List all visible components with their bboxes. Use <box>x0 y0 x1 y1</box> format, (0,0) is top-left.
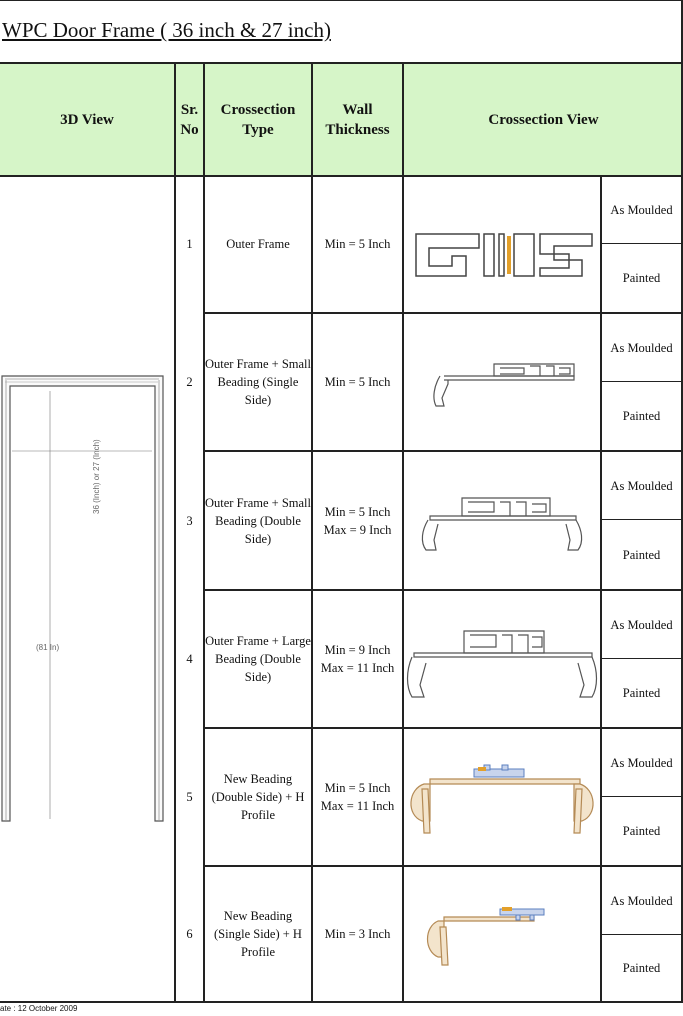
row-2-sr: 2 <box>186 375 193 389</box>
row-6-wall: Min = 3 Inch <box>324 927 391 941</box>
row-3-wall: Min = 5 Inch Max = 9 Inch <box>323 504 392 537</box>
footer-date: ate : 12 October 2009 <box>0 1004 78 1013</box>
row-5-finish-painted: Painted <box>622 824 661 838</box>
row-1-sr: 1 <box>186 237 193 251</box>
row-1-finish-painted: Painted <box>622 271 661 285</box>
door-width-label: 36 (Inch) or 27 (Inch) <box>92 439 101 514</box>
row-1-type: Outer Frame <box>226 237 290 251</box>
grid-line <box>0 62 683 64</box>
page-title: WPC Door Frame ( 36 inch & 27 inch) <box>2 18 331 42</box>
row-3-sr: 3 <box>186 513 193 528</box>
row-6-finish-painted: Painted <box>622 961 661 975</box>
header-crossection-view: Crossection View <box>404 64 683 175</box>
door-height-label: (81 In) <box>36 643 60 652</box>
row-3-type: Outer Frame + Small Beading (Double Side) <box>205 495 311 546</box>
row-5-wall: Min = 5 Inch Max = 11 Inch <box>320 781 395 813</box>
row-2-finish-moulded: As Moulded <box>610 340 673 355</box>
row-1-finish-moulded: As Moulded <box>610 202 673 217</box>
header-wall-thickness: Wall Thickness <box>313 64 404 175</box>
row-3-finish-painted: Painted <box>622 547 661 562</box>
row-2-type: Outer Frame + Small Beading (Single Side) <box>205 357 311 407</box>
grid-line <box>0 0 683 1</box>
row-6-type: New Beading (Single Side) + H Profile <box>214 909 302 959</box>
small-beading-double-profile <box>404 452 600 589</box>
row-4-wall: Min = 9 Inch Max = 11 Inch <box>320 643 395 675</box>
row-3-finish-moulded: As Moulded <box>610 478 673 493</box>
new-beading-single-profile <box>404 867 600 1001</box>
row-5-finish-moulded: As Moulded <box>610 755 673 770</box>
outer-frame-profile <box>404 176 600 312</box>
row-4-finish-moulded: As Moulded <box>610 617 673 632</box>
row-5-sr: 5 <box>186 790 193 804</box>
row-2-finish-painted: Painted <box>622 409 661 423</box>
row-1-wall: Min = 5 Inch <box>324 237 391 251</box>
header-sr-no: Sr. No <box>176 64 205 175</box>
row-5-type: New Beading (Double Side) + H Profile <box>211 772 305 822</box>
row-2-wall: Min = 5 Inch <box>324 375 391 389</box>
small-beading-single-profile <box>404 314 600 450</box>
grid-line <box>0 1001 683 1003</box>
row-4-type: Outer Frame + Large Beading (Double Side) <box>205 634 311 684</box>
row-4-finish-painted: Painted <box>622 686 661 700</box>
row-6-finish-moulded: As Moulded <box>610 893 673 908</box>
new-beading-double-profile <box>404 729 600 865</box>
large-beading-double-profile <box>404 591 600 727</box>
door-frame-3d-view <box>0 176 174 1001</box>
row-6-sr: 6 <box>186 927 193 941</box>
row-4-sr: 4 <box>186 652 193 666</box>
header-crossection-type: Crossection Type <box>205 64 313 175</box>
header-3d-view: 3D View <box>0 64 176 175</box>
